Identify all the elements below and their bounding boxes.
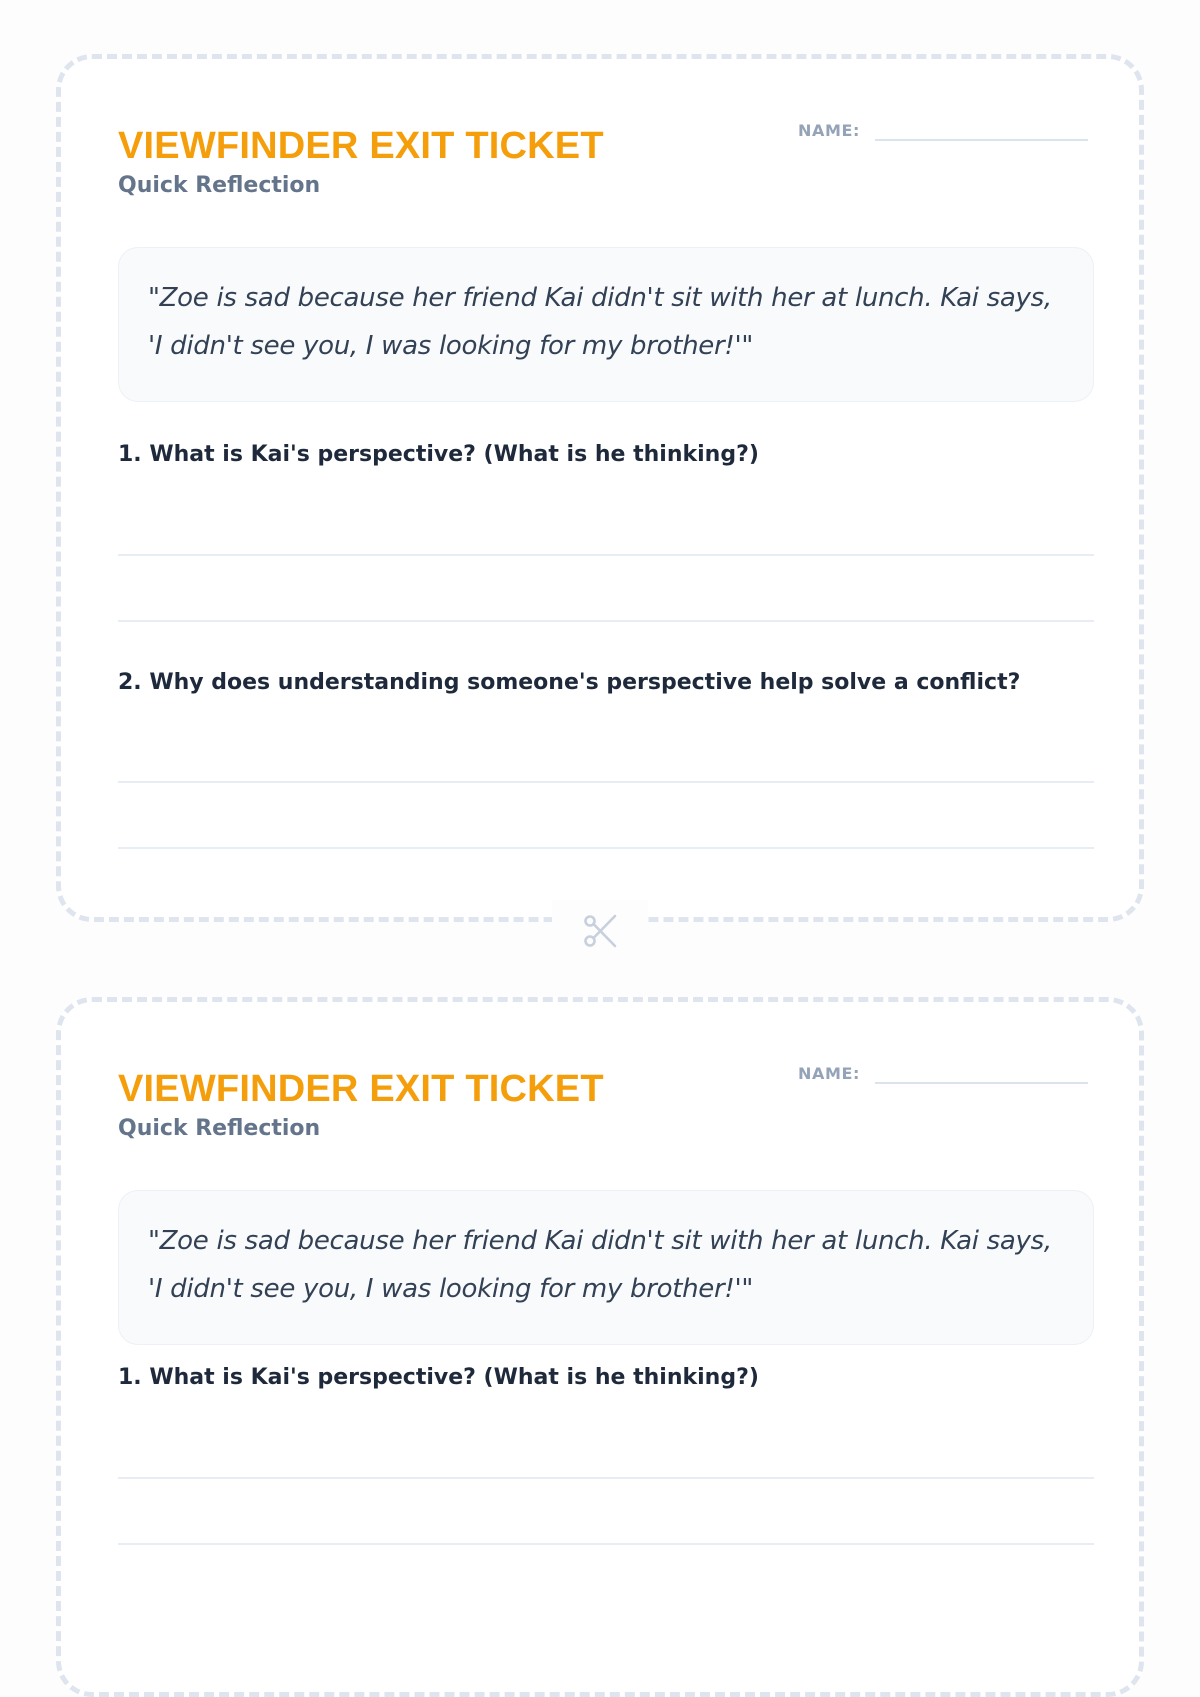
question-1: 1. What is Kai's perspective? (What is he thinking?) <box>118 1365 759 1390</box>
name-label: NAME: <box>798 1064 861 1083</box>
question-2: 2. Why does understanding someone's perspective help solve a conflict? <box>118 670 1021 695</box>
ticket-title: VIEWFINDER EXIT TICKET <box>118 125 604 167</box>
scissors-icon <box>583 913 619 949</box>
answer-line[interactable] <box>118 847 1094 849</box>
answer-line[interactable] <box>118 1543 1094 1545</box>
name-field[interactable] <box>798 1064 1096 1094</box>
answer-line[interactable] <box>118 554 1094 556</box>
answer-line[interactable] <box>118 620 1094 622</box>
exit-ticket <box>56 54 1144 922</box>
name-write-line[interactable] <box>875 139 1088 141</box>
name-field[interactable] <box>798 121 1096 151</box>
question-1: 1. What is Kai's perspective? (What is he thinking?) <box>118 442 759 467</box>
ticket-title: VIEWFINDER EXIT TICKET <box>118 1068 604 1110</box>
name-label: NAME: <box>798 121 861 140</box>
answer-line[interactable] <box>118 781 1094 783</box>
answer-line[interactable] <box>118 1477 1094 1479</box>
scenario-box <box>118 1190 1094 1345</box>
ticket-subtitle: Quick Reflection <box>118 1116 321 1141</box>
exit-ticket <box>56 997 1144 1697</box>
name-write-line[interactable] <box>875 1082 1088 1084</box>
scenario-text: "Zoe is sad because her friend Kai didn't sit with her at lunch. Kai says, 'I didn't see you, I was looking for my brother!'" <box>148 1226 1052 1304</box>
ticket-subtitle: Quick Reflection <box>118 173 321 198</box>
scenario-text: "Zoe is sad because her friend Kai didn't sit with her at lunch. Kai says, 'I didn't see you, I was looking for my brother!'" <box>148 283 1052 361</box>
scenario-box <box>118 247 1094 402</box>
